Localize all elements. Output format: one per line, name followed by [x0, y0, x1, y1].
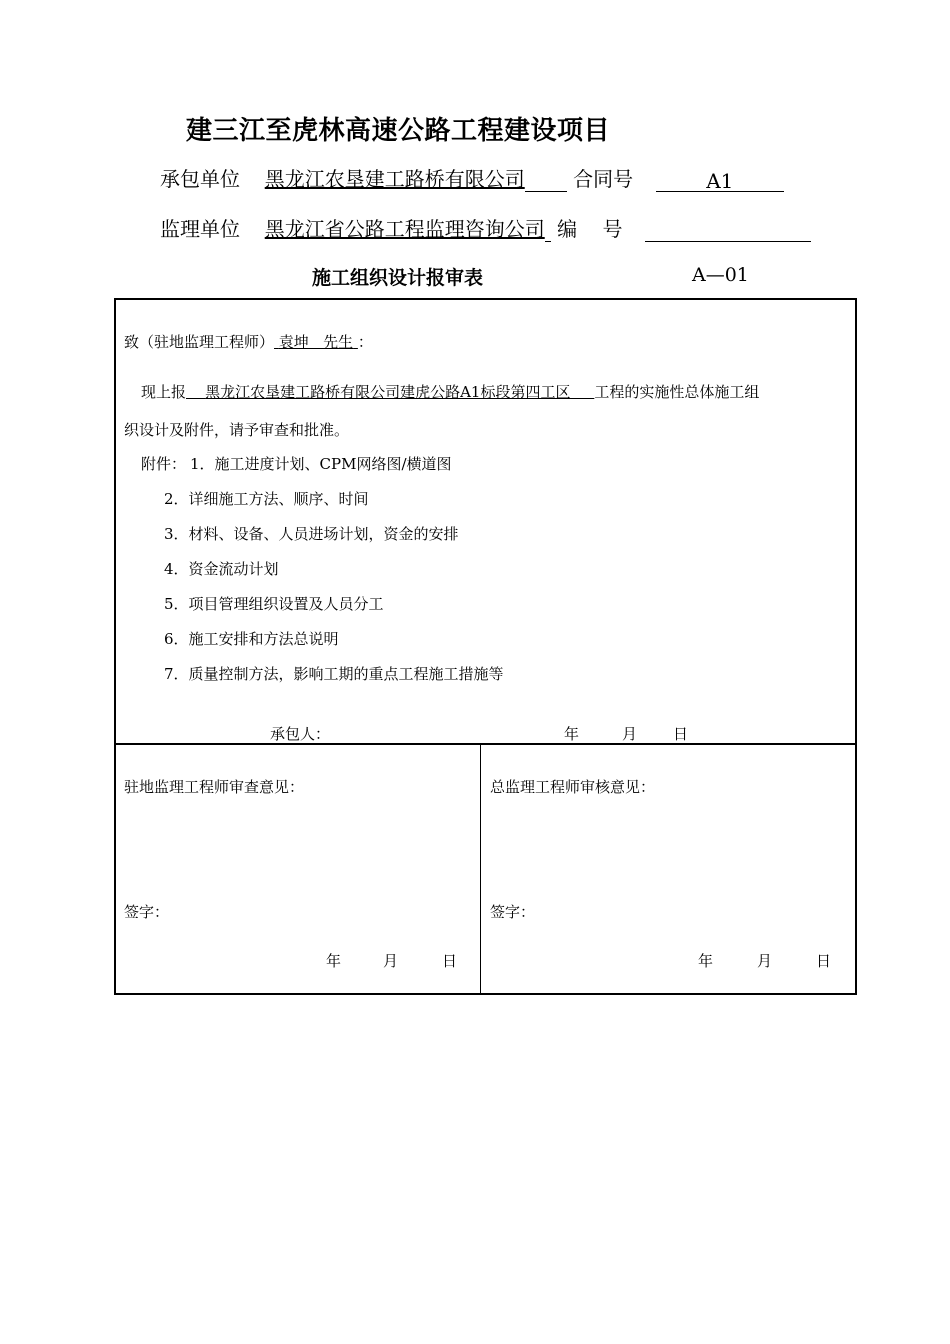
addressee-prefix: 致（驻地监理工程师）: [124, 333, 275, 351]
resident-sign-label: 签字：: [124, 903, 170, 921]
contractor-date-day: 日: [673, 725, 689, 743]
contractor-date-month: 月: [622, 725, 638, 743]
contractor-date-year: 年: [564, 725, 580, 743]
attachment-item-7: 7．质量控制方法，影响工期的重点工程施工措施等: [164, 665, 504, 683]
resident-date-month: 月: [383, 952, 399, 970]
project-title: 建三江至虎林高速公路工程建设项目: [186, 116, 611, 146]
contractor-value: 黑龙江农垦建工路桥有限公司: [264, 167, 525, 191]
report-prefix: 现上报: [141, 383, 187, 401]
attachment-item-4: 4．资金流动计划: [164, 560, 279, 578]
table-divider-horizontal: [114, 743, 857, 745]
report-line-1: [141, 381, 759, 402]
attachment-item-2: 2．详细施工方法、顺序、时间: [164, 490, 369, 508]
resident-date-year: 年: [326, 952, 342, 970]
number-label: 编 号: [557, 217, 623, 241]
report-suffix: 工程的实施性总体施工组: [594, 383, 760, 401]
report-line-2: 织设计及附件，请予审查和批准。: [124, 421, 350, 439]
supervisor-underline: [545, 219, 551, 242]
resident-date-day: 日: [442, 952, 458, 970]
contract-no-value: A1: [656, 169, 784, 192]
form-code: A—01: [692, 264, 749, 286]
chief-sign-label: 签字：: [490, 903, 536, 921]
chief-date-day: 日: [816, 952, 832, 970]
contractor-underline: [525, 169, 567, 192]
supervisor-label: 监理单位: [160, 217, 240, 241]
contract-no-label: 合同号: [573, 167, 634, 191]
chief-date-year: 年: [698, 952, 714, 970]
attachment-item-3: 3．材料、设备、人员进场计划，资金的安排: [164, 525, 459, 543]
chief-date-month: 月: [757, 952, 773, 970]
contractor-sign-label: 承包人：: [270, 725, 331, 743]
table-divider-vertical: [480, 744, 481, 995]
supervisor-row: [160, 213, 811, 242]
chief-review-label: 总监理工程师审核意见：: [490, 778, 656, 796]
resident-review-label: 驻地监理工程师审查意见：: [124, 778, 305, 796]
report-project: 黑龙江农垦建工路桥有限公司建虎公路A1标段第四工区: [205, 383, 571, 401]
addressee-suffix: ：: [357, 333, 373, 351]
addressee-line: [124, 331, 373, 352]
number-value: [645, 219, 811, 242]
attachment-item-6: 6．施工安排和方法总说明: [164, 630, 339, 648]
attachments-label: 附件：: [141, 455, 187, 473]
attachment-item-5: 5．项目管理组织设置及人员分工: [164, 595, 384, 613]
form-title: 施工组织设计报审表: [312, 267, 484, 289]
contractor-label: 承包单位: [160, 167, 240, 191]
attachment-item-1: 1．施工进度计划、CPM网络图/横道图: [190, 455, 452, 473]
supervisor-value: 黑龙江省公路工程监理咨询公司: [264, 217, 545, 241]
addressee-name: 袁坤 先生: [278, 333, 354, 351]
contractor-row: [160, 163, 784, 192]
